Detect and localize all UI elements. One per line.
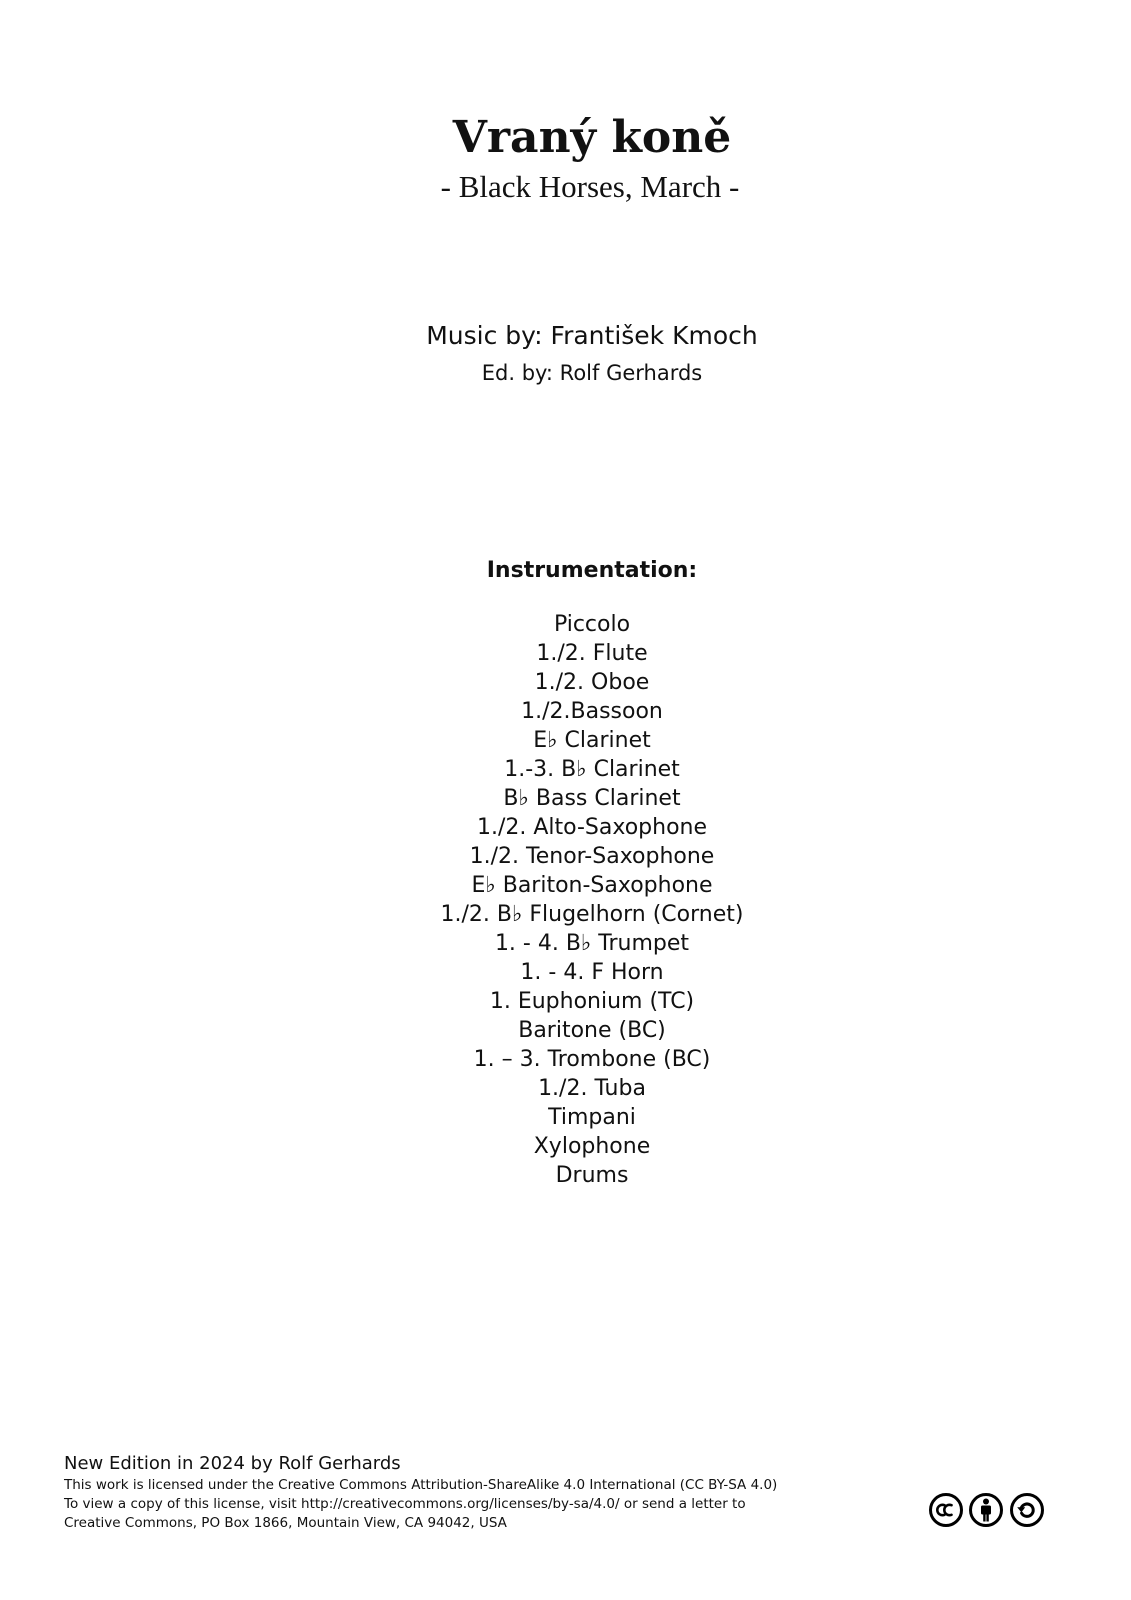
instrument-item: 1./2. Oboe: [534, 670, 650, 695]
instrument-item: 1. - 4. B♭ Trumpet: [494, 931, 690, 956]
instrument-item: Xylophone: [533, 1134, 651, 1159]
instrument-item: E♭ Clarinet: [533, 728, 651, 753]
instrument-item: 1.-3. B♭ Clarinet: [504, 757, 680, 782]
instrument-item: Timpani: [548, 1105, 636, 1130]
instrument-item: 1./2. B♭ Flugelhorn (Cornet): [440, 902, 744, 927]
instrument-item: Piccolo: [553, 612, 631, 637]
cc-icon: [931, 1495, 962, 1526]
instrument-item: 1./2. Tenor-Saxophone: [469, 844, 715, 869]
license-line: This work is licensed under the Creative Commons Attribution-ShareAlike 4.0 International (CC BY-SA 4.0): [64, 1477, 778, 1493]
instrument-item: B♭ Bass Clarinet: [503, 786, 681, 811]
license-line: To view a copy of this license, visit http://creativecommons.org/licenses/by-sa/4.0/ or send a letter to: [64, 1496, 746, 1512]
instrument-item: Baritone (BC): [518, 1018, 666, 1043]
piece-title: Vraný koně: [452, 112, 732, 163]
share-alike-icon: [1012, 1495, 1043, 1526]
piece-subtitle: - Black Horses, March -: [440, 169, 740, 204]
instrument-item: 1./2. Flute: [536, 641, 648, 666]
instrument-item: 1./2. Alto-Saxophone: [476, 815, 708, 840]
instrumentation-list: [0, 610, 1131, 1190]
license-line: Creative Commons, PO Box 1866, Mountain View, CA 94042, USA: [64, 1515, 507, 1531]
edition-note: New Edition in 2024 by Rolf Gerhards: [64, 1453, 401, 1474]
attribution-icon: [971, 1495, 1002, 1526]
instrument-item: 1. – 3. Trombone (BC): [473, 1047, 711, 1072]
instrument-item: 1./2. Tuba: [538, 1076, 646, 1101]
cc-license-badges: [928, 1490, 1048, 1530]
instrument-item: 1. Euphonium (TC): [489, 989, 695, 1014]
instrument-item: Drums: [555, 1163, 629, 1188]
editor-credit: Ed. by: Rolf Gerhards: [481, 361, 703, 385]
composer-credit: Music by: František Kmoch: [426, 321, 758, 350]
footer: [64, 1452, 964, 1533]
instrument-item: 1. - 4. F Horn: [520, 960, 664, 985]
instrument-item: 1./2.Bassoon: [521, 699, 663, 724]
instrument-item: E♭ Bariton-Saxophone: [471, 873, 713, 898]
instrumentation-heading: Instrumentation:: [486, 558, 698, 583]
